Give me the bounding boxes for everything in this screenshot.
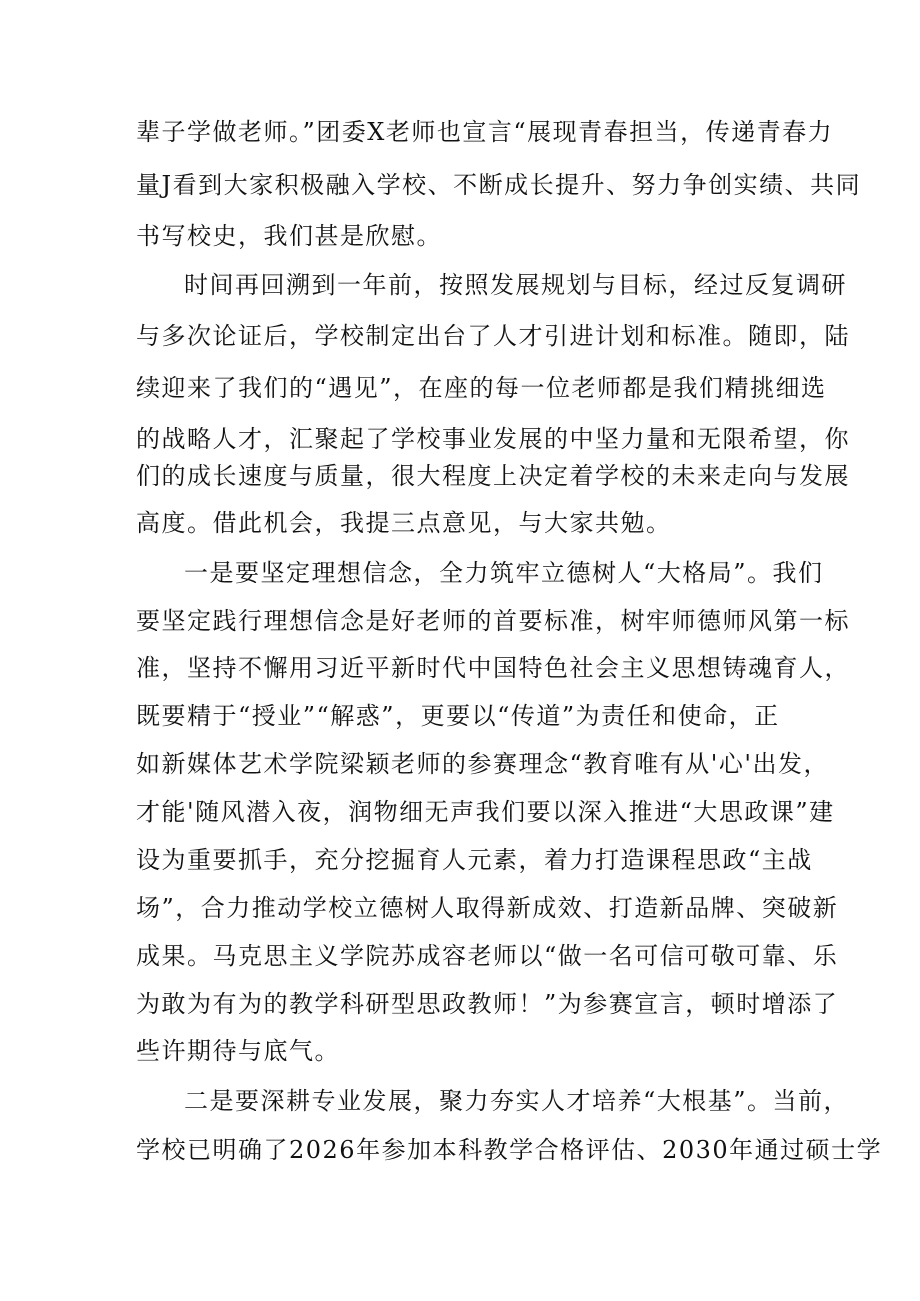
text-line: 们的成长速度与质量，很大程度上决定着学校的未来走向与发展: [136, 462, 850, 490]
text-line: 量J看到大家积极融入学校、不断成长提升、努力争创实绩、共同: [136, 171, 862, 199]
paragraph-first-line: 一是要坚定理想信念，全力筑牢立德树人“大格局”。我们: [184, 559, 824, 587]
text-line: 设为重要抓手，充分挖掘育人元素，着力打造课程思政“主战: [136, 846, 813, 874]
text-line: 学校已明确了2026年参加本科教学合格评估、2030年通过硕士学: [136, 1136, 883, 1164]
text-line: 些许期待与底气。: [136, 1037, 340, 1065]
text-line: 续迎来了我们的“遇见”，在座的每一位老师都是我们精挑细选: [136, 374, 827, 402]
text-line: 如新媒体艺术学院梁颖老师的参赛理念“教育唯有从'心'出发，: [136, 750, 829, 778]
text-line: 既要精于“授业”“解惑”，更要以“传道”为责任和使命，正: [136, 702, 780, 730]
text-line: 辈子学做老师。”团委X老师也宣言“展现青春担当，传递青春力: [136, 118, 834, 146]
paragraph-first-line: 时间再回溯到一年前，按照发展规划与目标，经过反复调研: [184, 271, 847, 299]
text-line: 成果。马克思主义学院苏成容老师以“做一名可信可敬可靠、乐: [136, 942, 839, 970]
text-line: 准，坚持不懈用习近平新时代中国特色社会主义思想铸魂育人，: [136, 654, 850, 682]
text-line: 高度。借此机会，我提三点意见，与大家共勉。: [136, 509, 672, 537]
text-line: 要坚定践行理想信念是好老师的首要标准，树牢师德师风第一标: [136, 607, 850, 635]
text-line: 的战略人才，汇聚起了学校事业发展的中坚力量和无限希望，你: [136, 425, 850, 453]
text-line: 为敢为有为的教学科研型思政教师！”为参赛宣言，顿时增添了: [136, 990, 839, 1018]
text-line: 书写校史，我们甚是欣慰。: [136, 222, 442, 250]
text-line: 场”，合力推动学校立德树人取得新成效、打造新品牌、突破新: [136, 894, 839, 922]
text-line: 与多次论证后，学校制定出台了人才引进计划和标准。随即，陆: [136, 322, 850, 350]
paragraph-first-line: 二是要深耕专业发展，聚力夯实人才培养“大根基”。当前，: [184, 1087, 850, 1115]
text-line: 才能'随风潜入夜，润物细无声我们要以深入推进“大思政课”建: [136, 798, 835, 826]
